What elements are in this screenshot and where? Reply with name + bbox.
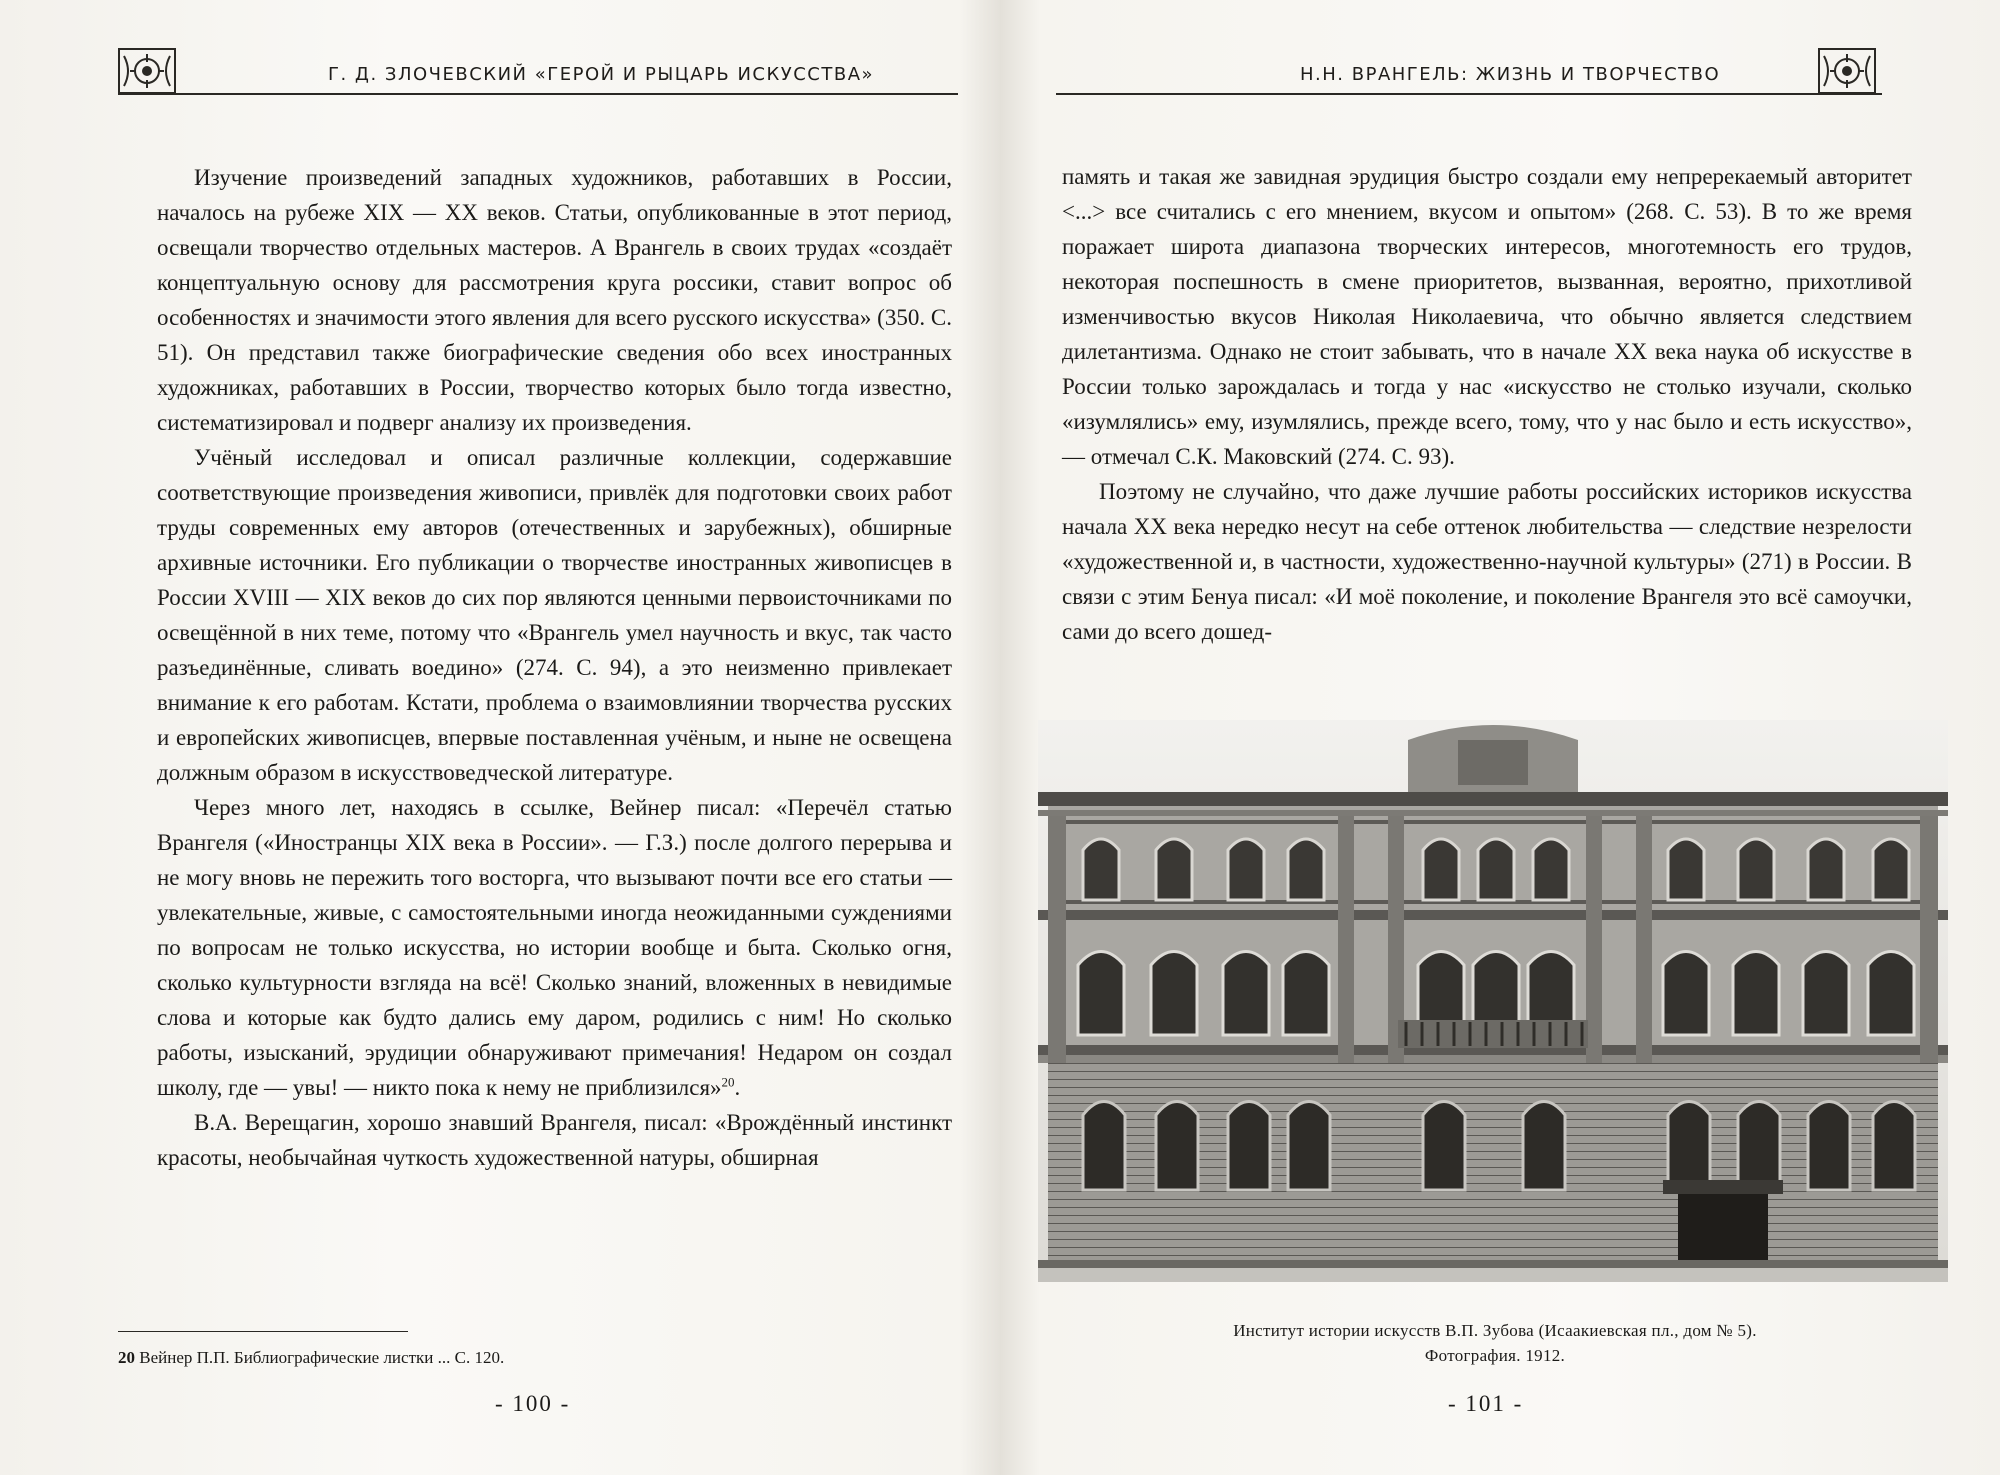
header-rule — [118, 93, 958, 95]
footnote-rule — [118, 1331, 408, 1332]
paragraph: Поэтому не случайно, что даже лучшие работы российских историков искусства начала XX века нередко несут на себе оттенок любительства — следствие незрелости «художественной и, в частности, художественно-научной культуры» (271) в России. В связи с этим Бенуа писал: «И моё поколение, и поколение Врангеля это всё самоучки, сами до всего дошед- — [1062, 479, 1912, 644]
caption-line: Институт истории искусств В.П. Зубова (Исаакиевская пл., дом № 5). — [1233, 1321, 1757, 1340]
caption-line: Фотография. 1912. — [1424, 1346, 1566, 1365]
running-head-left: Г. Д. ЗЛОЧЕВСКИЙ «ГЕРОЙ И РЫЦАРЬ ИСКУССТВА» — [328, 64, 875, 85]
footnote-text: Вейнер П.П. Библиографические листки ... С. 120. — [139, 1348, 505, 1367]
building-photograph — [1038, 720, 1948, 1282]
paragraph: память и такая же завидная эрудиция быстро создали ему непререкаемый авторитет <...> все считались с его мнением, вкусом и опытом» (268. С. 53). В то же время поражает широта диапазона творческих интересов, многотемность его трудов, некоторая поспешность в смене приоритетов, вызванная, вероятно, прихотливой изменчивостью вкусов Николая Николаевича, что обычно является следствием дилетантизма. Однако не стоит забывать, что в начале XX века наука об искусстве в России только зарождалась и тогда у нас «искусство не столько изучали, сколько «изумлялись» ему, изумлялись, прежде всего, тому, что у нас было и есть искусство», — отмечал С.К. Маковский (274. С. 93). — [1062, 164, 1912, 469]
footnote-marker[interactable]: 20 — [721, 1074, 735, 1090]
page-number-left: - 100 - — [495, 1391, 571, 1416]
page-number-right: - 101 - — [1448, 1391, 1524, 1416]
paragraph: В.А. Верещагин, хорошо знавший Врангеля, писал: «Врождённый инстинкт красоты, необычайная чуткость художественной натуры, обширная — [157, 1110, 952, 1170]
footnote-number: 20 — [118, 1348, 135, 1367]
running-head-right: Н.Н. ВРАНГЕЛЬ: ЖИЗНЬ И ТВОРЧЕСТВО — [1300, 64, 1721, 85]
ornament-icon — [1818, 48, 1876, 94]
right-text-block — [1062, 159, 1912, 649]
ornament-icon — [118, 48, 176, 94]
paragraph: Изучение произведений западных художников, работавших в России, началось на рубеже XIX — XX веков. Статьи, опубликованные в этот период, освещали творчество отдельных мастеров. А Врангель в своих трудах «создаёт концептуальную основу для рассмотрения круга россики, ставит вопрос об особенностях и значимости этого явления для всего русского искусства» (350. С. 51). Он представил также биографические сведения обо всех иностранных художниках, работавших в России, творчество которых было тогда известно, систематизировал и подверг анализу их произведения. — [157, 165, 952, 435]
left-text-block — [157, 160, 952, 1175]
paragraph: Через много лет, находясь в ссылке, Вейнер писал: «Перечёл статью Врангеля («Иностранцы XIX века в России». — Г.З.) после долгого перерыва и не могу вновь не пережить того восторга, что вызывают почти все его статьи — увлекательные, живые, с самостоятельными иногда неожиданными суждениями по вопросам не только искусства, но истории вообще и быта. Сколько огня, сколько культурности взгляда на всё! Сколько знаний, вложенных в невидимые слова и которые как будто дались ему даром, родились с ним! Но сколько работы, изысканий, эрудиции обнаруживают примечания! Недаром он создал школу, где — увы! — никто пока к нему не приблизился»$^{20}$. — [157, 795, 952, 1100]
paragraph: Учёный исследовал и описал различные коллекции, содержавшие соответствующие произведения живописи, привлёк для подготовки своих работ труды современных ему авторов (отечественных и зарубежных), обширные архивные источники. Его публикации о творчестве иностранных живописцев в России XVIII — XIX веков до сих пор являются ценными первоисточниками по освещённой в них теме, потому что «Врангель умел научность и вкус, так часто разъединённые, сливать воедино» (274. С. 94), а это неизменно привлекает внимание к его работам. Кстати, проблема о взаимовлиянии творчества русских и европейских живописцев, впервые поставленная учёным, и ныне не освещена должным образом в искусствоведческой литературе. — [157, 445, 952, 785]
photo-caption — [1070, 1318, 1920, 1368]
footnote — [118, 1347, 504, 1369]
header-rule — [1056, 93, 1882, 95]
